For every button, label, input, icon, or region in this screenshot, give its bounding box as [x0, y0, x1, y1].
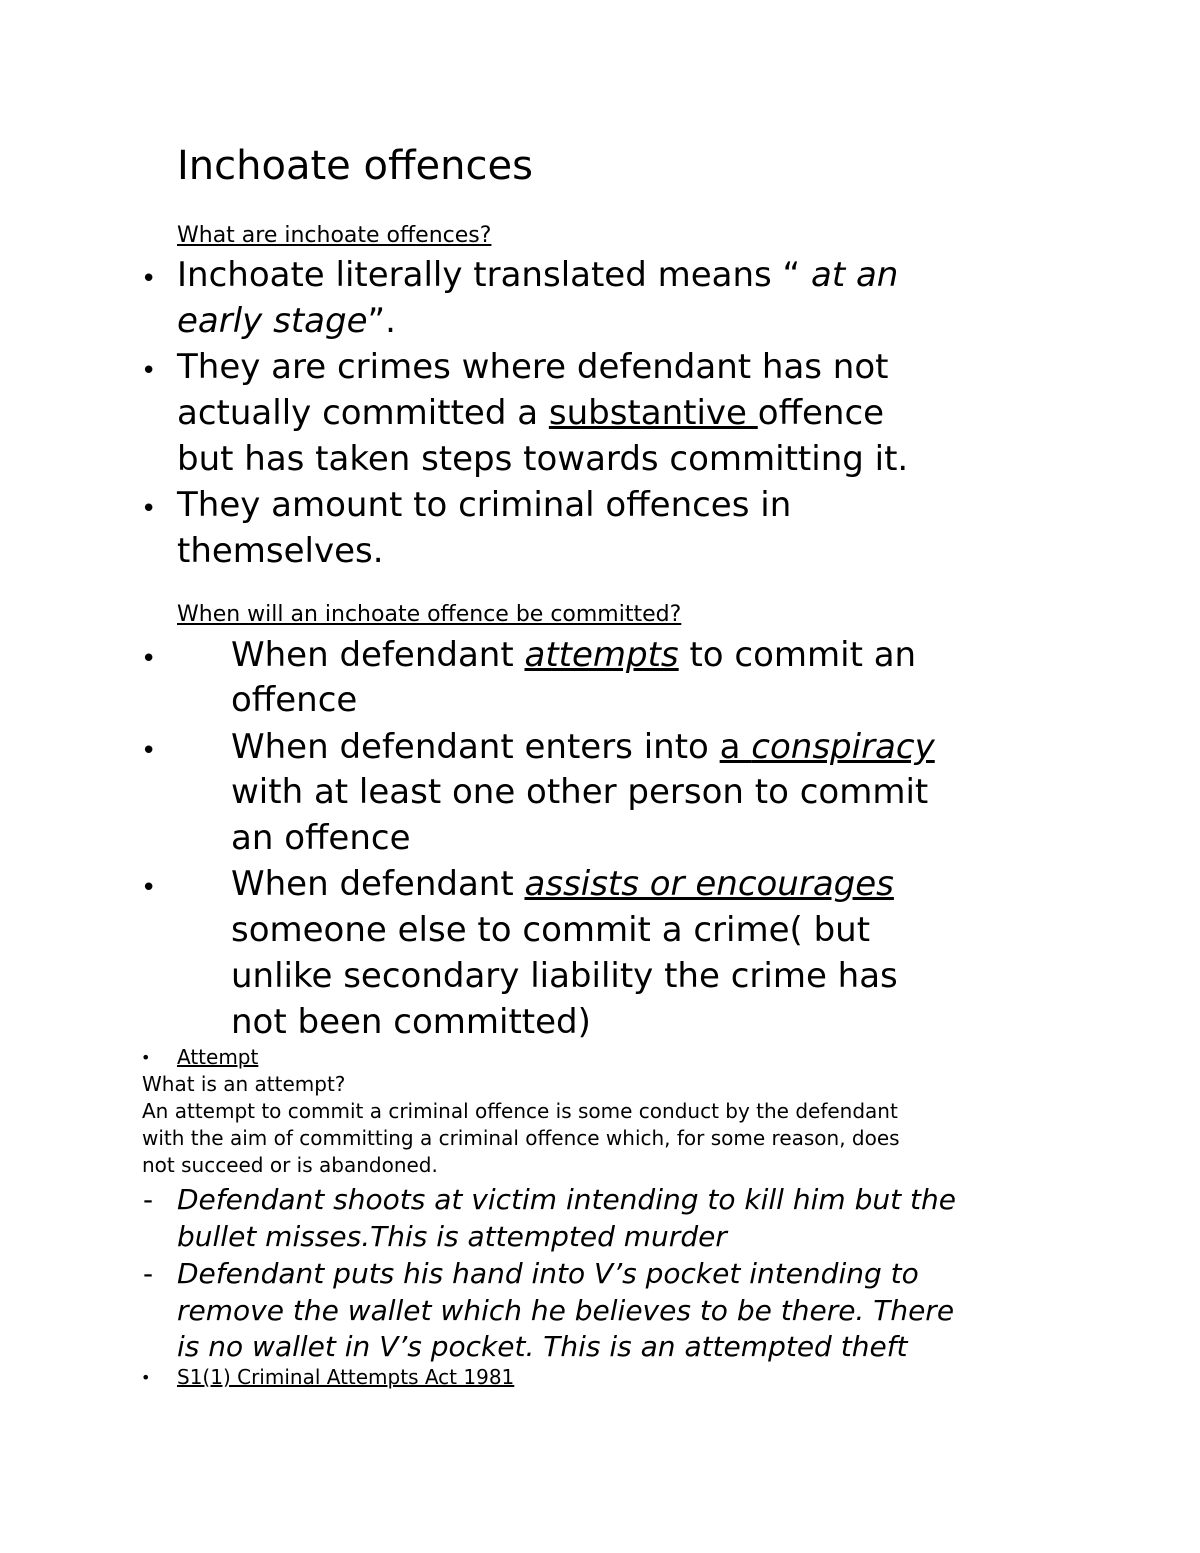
bullet-text-line: When defendant enters into a conspiracy [231, 727, 935, 767]
bullet-text-line: They amount to criminal offences in [177, 485, 792, 525]
bullet-marker: • [141, 736, 157, 766]
bullet-marker: • [141, 264, 157, 294]
bullet-marker: • [141, 644, 157, 674]
bullet-text-line: They are crimes where defendant has not [177, 347, 889, 387]
section-heading-when: When will an inchoate offence be committed? [177, 602, 682, 627]
bullet-text-line: actually committed a substantive offence [177, 393, 885, 433]
bullet-text-line: early stage”. [177, 301, 396, 341]
bullet-text-line: themselves. [177, 531, 384, 571]
attempt-question: What is an attempt? [142, 1072, 346, 1096]
bullet-text-line: unlike secondary liability the crime has [231, 956, 898, 996]
bullet-text-line: Inchoate literally translated means “ at an [177, 255, 899, 295]
bullet-text-line: When defendant attempts to commit an [231, 635, 917, 675]
example-line: remove the wallet which he believes to be there. There [177, 1294, 955, 1327]
bullet-marker: • [141, 1368, 151, 1387]
attempt-paragraph-line: An attempt to commit a criminal offence is some conduct by the defendant [142, 1099, 898, 1123]
bullet-marker: • [141, 1048, 151, 1067]
act-reference: S1(1) Criminal Attempts Act 1981 [177, 1365, 515, 1389]
bullet-text-line: When defendant assists or encourages [231, 864, 894, 904]
attempt-heading: Attempt [177, 1045, 259, 1069]
bullet-text-line: offence [231, 680, 358, 720]
dash-marker: - [143, 1257, 154, 1290]
example-line: is no wallet in V’s pocket. This is an attempted theft [177, 1330, 908, 1363]
example-line: Defendant puts his hand into V’s pocket intending to [177, 1257, 919, 1290]
bullet-text-line: someone else to commit a crime( but [231, 910, 871, 950]
bullet-text-line: an offence [231, 818, 411, 858]
bullet-text-line: not been committed) [231, 1002, 591, 1042]
attempt-paragraph-line: not succeed or is abandoned. [142, 1153, 438, 1177]
section-heading-what: What are inchoate offences? [177, 223, 492, 248]
bullet-text-line: but has taken steps towards committing it. [177, 439, 909, 479]
bullet-marker: • [141, 356, 157, 386]
dash-marker: - [143, 1183, 154, 1216]
bullet-marker: • [141, 494, 157, 524]
example-line: Defendant shoots at victim intending to kill him but the [177, 1183, 956, 1216]
bullet-text-line: with at least one other person to commit [231, 772, 929, 812]
bullet-marker: • [141, 873, 157, 903]
example-line: bullet misses.This is attempted murder [177, 1220, 727, 1253]
page-title: Inchoate offences [177, 143, 533, 189]
attempt-paragraph-line: with the aim of committing a criminal offence which, for some reason, does [142, 1126, 900, 1150]
